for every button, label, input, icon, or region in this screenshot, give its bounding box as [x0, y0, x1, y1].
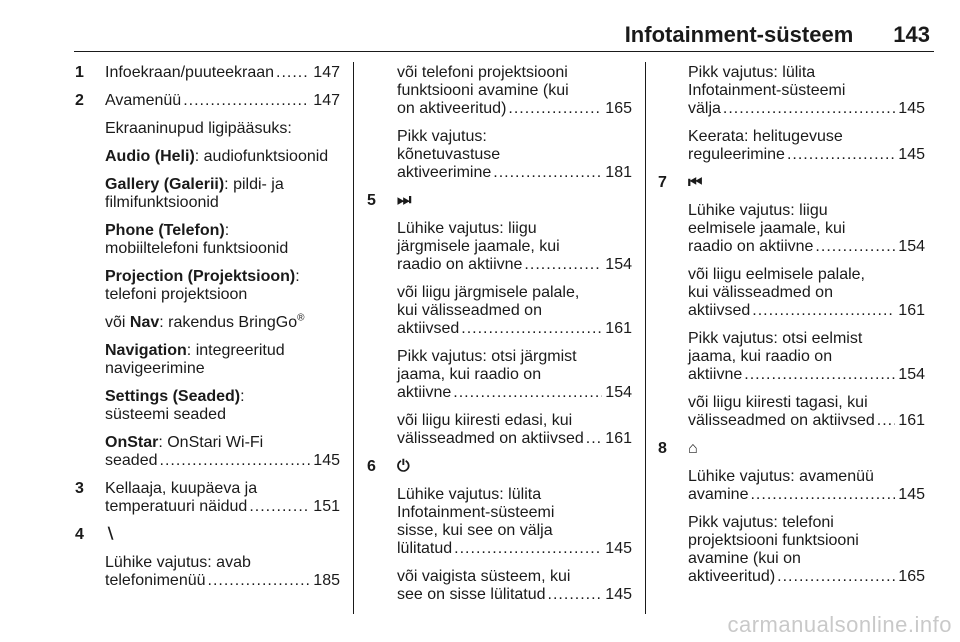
item-audio: Audio (Heli): audiofunktsioonid	[105, 148, 329, 165]
column-2	[367, 64, 632, 614]
item-projection: Projection (Projektsioon): telefoni projektsioon	[105, 268, 300, 303]
item-navigation: Navigation: integreeritud navigeerimine	[105, 342, 285, 377]
access-intro: Ekraaninupud ligipääsuks:	[105, 120, 292, 137]
entry-number: 1	[75, 64, 84, 81]
page-ref: 165	[898, 568, 925, 585]
page-ref: 145	[605, 586, 632, 603]
page-ref: 145	[313, 452, 340, 469]
entry-6	[367, 458, 632, 476]
page-ref: 161	[898, 412, 925, 429]
entry-number: 5	[367, 192, 376, 209]
block: Pikk vajutus: otsi järgmist jaama, kui raadio on aktiivne ..... 154	[367, 348, 632, 402]
entry-3: 3 Kellaaja, kuupäeva ja temperatuuri näidud ..... 151	[75, 480, 340, 516]
page-ref: 145	[898, 100, 925, 117]
block: või liigu eelmisele palale, kui välisseadmed on aktiivsed ..... 161	[658, 266, 925, 320]
page-ref: 185	[313, 572, 340, 589]
page-ref: 165	[605, 100, 632, 117]
entry-number: 4	[75, 526, 84, 543]
page-ref: 147	[313, 64, 340, 81]
entry-8	[658, 440, 925, 458]
item-onstar: OnStar: OnStari Wi-Fi seaded ..... 145	[105, 434, 340, 470]
item-settings: Settings (Seaded): süsteemi seaded	[105, 388, 245, 423]
page-ref: 145	[605, 540, 632, 557]
item-nav: või Nav: rakendus BringGo®	[105, 312, 305, 331]
block: või vaigista süsteem, kui see on sisse lülitatud ..... 145	[367, 568, 632, 604]
watermark: carmanualsonline.info	[727, 612, 952, 637]
block: või liigu kiiresti edasi, kui välisseadmed on aktiivsed ..... 161	[367, 412, 632, 448]
page-ref: 147	[313, 92, 340, 109]
page-ref: 154	[605, 384, 632, 401]
entry-number: 6	[367, 458, 376, 475]
next-track-icon: ⏭	[397, 192, 412, 209]
item-phone: Phone (Telefon): mobiiltelefoni funktsioonid	[105, 222, 289, 257]
column-divider-1	[353, 62, 354, 614]
block: Lühike vajutus: lülita Infotainment-süsteemi sisse, kui see on välja lülitatud ..... 145	[367, 486, 632, 558]
block: Keerata: helitugevuse reguleerimine ..... 145	[658, 128, 925, 164]
block: Pikk vajutus: kõnetuvastuse aktiveerimine ..... 181	[367, 128, 632, 182]
page-ref: 145	[898, 486, 925, 503]
column-divider-2	[645, 62, 646, 614]
page-ref: 161	[605, 320, 632, 337]
column-3	[658, 64, 925, 596]
page-ref: 154	[605, 256, 632, 273]
page-ref: 181	[605, 164, 632, 181]
power-icon: ⏻	[397, 458, 410, 475]
block: Lühike vajutus: avamenüü avamine ..... 145	[658, 468, 925, 504]
page-ref: 154	[898, 238, 925, 255]
entry-number: 8	[658, 440, 667, 457]
phone-icon: ∖	[105, 526, 117, 543]
entry-number: 2	[75, 92, 84, 109]
block: Pikk vajutus: lülita Infotainment-süsteemi välja ..... 145	[658, 64, 925, 118]
entry-number: 7	[658, 174, 667, 191]
page-ref: 151	[313, 498, 340, 515]
entry-number: 3	[75, 480, 84, 497]
page-ref: 161	[898, 302, 925, 319]
entry-2-details	[75, 120, 340, 470]
page-title: Infotainment-süsteem	[624, 22, 854, 47]
entry-1	[75, 64, 340, 82]
page-ref: 154	[898, 366, 925, 383]
previous-track-icon: ⏮	[688, 174, 703, 191]
item-gallery: Gallery (Galerii): pildi- ja filmifunktsioonid	[105, 176, 284, 211]
page-ref: 161	[605, 430, 632, 447]
entry-4: 4 ∖ Lühike vajutus: avab telefonimenüü ..... 185	[75, 526, 340, 590]
entry-text: Infoekraan/puuteekraan	[105, 64, 275, 81]
page-number: 143	[893, 22, 930, 47]
column-1	[75, 64, 340, 590]
block: või liigu kiiresti tagasi, kui välisseadmed on aktiivsed ..... 161	[658, 394, 925, 430]
header-rule	[74, 51, 934, 52]
block: Pikk vajutus: otsi eelmist jaama, kui raadio on aktiivne ..... 154	[658, 330, 925, 384]
home-icon: ⌂	[688, 440, 698, 457]
block: Pikk vajutus: telefoni projektsiooni funktsiooni avamine (kui on aktiveeritud) ..... 165	[658, 514, 925, 586]
block: või telefoni projektsiooni funktsiooni avamine (kui on aktiveeritud) ..... 165	[367, 64, 632, 118]
page-ref: 145	[898, 146, 925, 163]
page-header	[0, 22, 930, 48]
block: Lühike vajutus: liigu järgmisele jaamale, kui raadio on aktiivne ..... 154	[367, 220, 632, 274]
block: Lühike vajutus: liigu eelmisele jaamale, kui raadio on aktiivne ..... 154	[658, 202, 925, 256]
block: või liigu järgmisele palale, kui välisseadmed on aktiivsed ..... 161	[367, 284, 632, 338]
entry-7	[658, 174, 925, 192]
entry-text: Avamenüü	[105, 92, 182, 109]
entry-2	[75, 92, 340, 110]
entry-5	[367, 192, 632, 210]
